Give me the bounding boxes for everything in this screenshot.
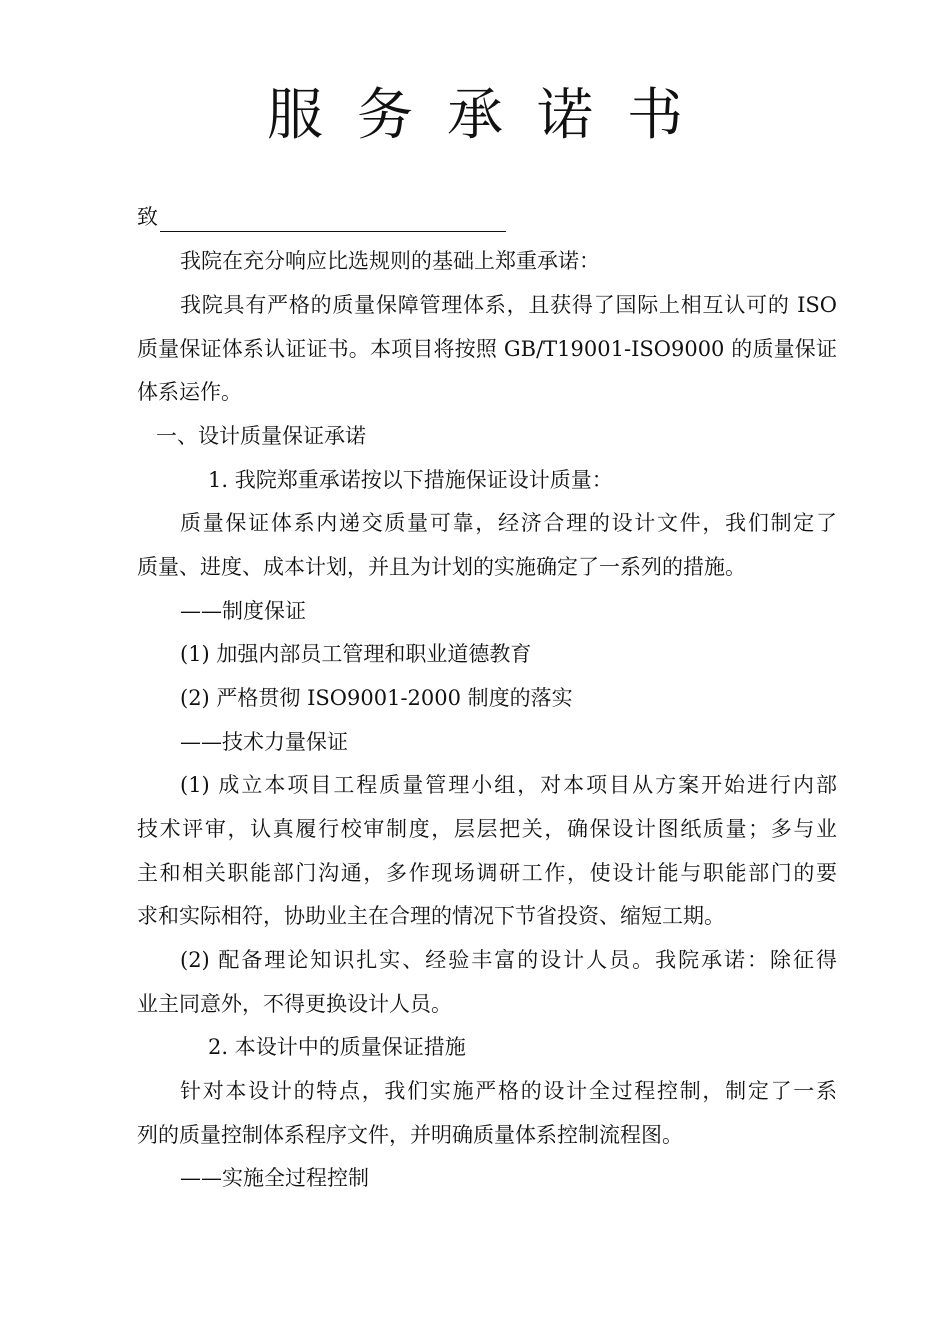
- document-title: 服务承诺书: [267, 83, 717, 148]
- paragraph-line: 质量、进度、成本计划，并且为计划的实施确定了一系列的措施。: [137, 555, 746, 579]
- list-heading: ——制度保证: [180, 599, 306, 623]
- list-item: (2) 严格贯彻 ISO9001-2000 制度的落实: [180, 686, 573, 710]
- addressee-line: [137, 202, 837, 232]
- list-item: (1) 成立本项目工程质量管理小组，对本项目从方案开始进行内部: [180, 773, 837, 797]
- paragraph-line: 主和相关职能部门沟通，多作现场调研工作，使设计能与职能部门的要: [137, 861, 837, 885]
- paragraph-line: 质量保证体系内递交质量可靠，经济合理的设计文件，我们制定了: [180, 511, 837, 535]
- paragraph-line: 我院在充分响应比选规则的基础上郑重承诺：: [180, 249, 600, 273]
- subsection-heading: 2. 本设计中的质量保证措施: [208, 1035, 466, 1059]
- list-item: (2) 配备理论知识扎实、经验丰富的设计人员。我院承诺：除征得: [180, 948, 837, 972]
- list-heading: ——实施全过程控制: [180, 1166, 369, 1190]
- list-item: (1) 加强内部员工管理和职业道德教育: [180, 642, 532, 666]
- subsection-heading: 1. 我院郑重承诺按以下措施保证设计质量：: [208, 468, 613, 492]
- addressee-label: 致: [137, 205, 158, 229]
- paragraph-line: 体系运作。: [137, 380, 242, 404]
- list-heading: ——技术力量保证: [180, 730, 348, 754]
- section-heading: 一、设计质量保证承诺: [156, 424, 366, 448]
- paragraph-line: 列的质量控制体系程序文件，并明确质量体系控制流程图。: [137, 1123, 683, 1147]
- paragraph-line: 针对本设计的特点，我们实施严格的设计全过程控制，制定了一系: [180, 1079, 837, 1103]
- paragraph-line: 我院具有严格的质量保障管理体系，且获得了国际上相互认可的 ISO: [180, 293, 837, 317]
- paragraph-line: 求和实际相符，协助业主在合理的情况下节省投资、缩短工期。: [137, 904, 725, 928]
- paragraph-line: 业主同意外，不得更换设计人员。: [137, 992, 452, 1016]
- paragraph-line: 技术评审，认真履行校审制度，层层把关，确保设计图纸质量；多与业: [137, 817, 837, 841]
- addressee-blank: [160, 209, 506, 232]
- paragraph-line: 质量保证体系认证证书。本项目将按照 GB/T19001-ISO9000 的质量保证: [137, 337, 837, 361]
